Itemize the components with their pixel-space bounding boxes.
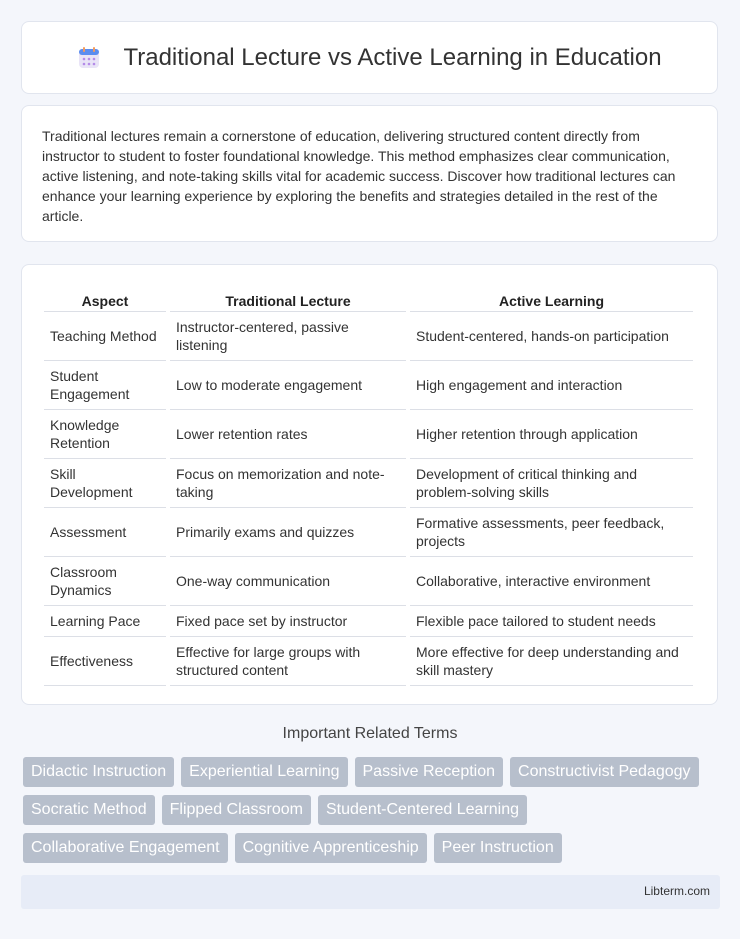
calendar-icon — [77, 46, 101, 70]
cell-traditional: Focus on memorization and note-taking — [170, 459, 406, 508]
cell-active: Flexible pace tailored to student needs — [410, 606, 693, 637]
cell-traditional: Lower retention rates — [170, 410, 406, 459]
cell-traditional: Fixed pace set by instructor — [170, 606, 406, 637]
cell-active: Development of critical thinking and problem-solving skills — [410, 459, 693, 508]
cell-active: More effective for deep understanding and skill mastery — [410, 637, 693, 686]
table-row — [44, 410, 693, 459]
cell-aspect: Effectiveness — [44, 637, 166, 686]
intro-text: Traditional lectures remain a cornerstone of education, delivering structured content directly from instructor to student to foster foundational knowledge. This method emphasizes clear communication, active listening, and note-taking skills vital for academic success. Discover how traditional lectures can enhance your learning experience by exploring the benefits and strategies detailed in the rest of the article. — [42, 128, 676, 224]
tag-passive-reception[interactable]: Passive Reception — [355, 757, 504, 787]
table-row — [44, 312, 693, 361]
related-terms-title: Important Related Terms — [282, 725, 458, 742]
cell-aspect: Learning Pace — [44, 606, 166, 637]
cell-aspect: Skill Development — [44, 459, 166, 508]
tag-experiential-learning[interactable]: Experiential Learning — [181, 757, 347, 787]
cell-active: Collaborative, interactive environment — [410, 557, 693, 606]
cell-active: Formative assessments, peer feedback, projects — [410, 508, 693, 557]
tag-cognitive-apprenticeship[interactable]: Cognitive Apprenticeship — [235, 833, 427, 863]
table-row — [44, 637, 693, 686]
header-aspect: Aspect — [44, 285, 166, 312]
tag-student-centered-learning[interactable]: Student-Centered Learning — [318, 795, 527, 825]
table-row — [44, 606, 693, 637]
related-terms-list — [23, 757, 723, 863]
cell-aspect: Student Engagement — [44, 361, 166, 410]
cell-active: High engagement and interaction — [410, 361, 693, 410]
intro-card — [21, 105, 718, 242]
footer-brand[interactable]: Libterm.com — [643, 884, 710, 898]
cell-active: Higher retention through application — [410, 410, 693, 459]
tag-socratic-method[interactable]: Socratic Method — [23, 795, 155, 825]
comparison-table — [40, 285, 697, 686]
tag-constructivist-pedagogy[interactable]: Constructivist Pedagogy — [510, 757, 699, 787]
table-row — [44, 459, 693, 508]
cell-traditional: Effective for large groups with structured content — [170, 637, 406, 686]
table-row — [44, 361, 693, 410]
table-row — [44, 508, 693, 557]
header-traditional: Traditional Lecture — [170, 285, 406, 312]
cell-aspect: Teaching Method — [44, 312, 166, 361]
tag-didactic-instruction[interactable]: Didactic Instruction — [23, 757, 174, 787]
tag-peer-instruction[interactable]: Peer Instruction — [434, 833, 562, 863]
cell-traditional: Instructor-centered, passive listening — [170, 312, 406, 361]
cell-active: Student-centered, hands-on participation — [410, 312, 693, 361]
tag-collaborative-engagement[interactable]: Collaborative Engagement — [23, 833, 228, 863]
table-row — [44, 557, 693, 606]
cell-traditional: Low to moderate engagement — [170, 361, 406, 410]
cell-aspect: Knowledge Retention — [44, 410, 166, 459]
header-active: Active Learning — [410, 285, 693, 312]
page-title: Traditional Lecture vs Active Learning in Education — [123, 43, 662, 71]
title-card — [21, 21, 718, 94]
cell-traditional: Primarily exams and quizzes — [170, 508, 406, 557]
cell-traditional: One-way communication — [170, 557, 406, 606]
cell-aspect: Classroom Dynamics — [44, 557, 166, 606]
cell-aspect: Assessment — [44, 508, 166, 557]
footer — [21, 875, 720, 909]
comparison-card — [21, 264, 718, 705]
tag-flipped-classroom[interactable]: Flipped Classroom — [162, 795, 311, 825]
